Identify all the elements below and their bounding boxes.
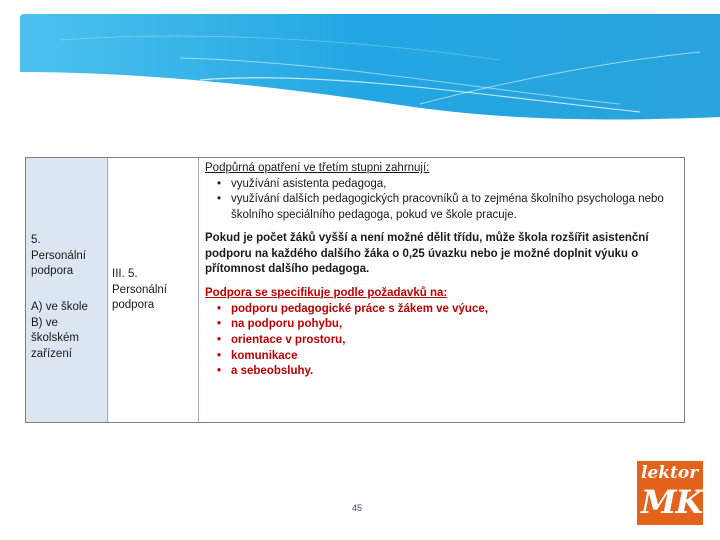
category-sub xyxy=(31,300,106,362)
list-item-text: komunikace xyxy=(231,349,298,362)
measures-list xyxy=(205,177,678,224)
logo-text-top: lektor xyxy=(641,463,699,483)
list-item xyxy=(205,192,678,223)
list-item xyxy=(205,333,678,349)
category-heading-line: 5. xyxy=(31,234,41,246)
specification-heading: Podpora se specifikuje podle požadavků na: xyxy=(205,286,448,299)
table-cell-level xyxy=(108,158,199,422)
table-cell-category xyxy=(26,158,108,422)
list-item-text: využívání dalších pedagogických pracovníků a to zejména školního psychologa nebo školního speciálního pedagoga, pokud ve škole pracuje. xyxy=(231,193,664,222)
category-sub-line: B) ve školském xyxy=(31,316,79,344)
table-cell-description xyxy=(199,158,684,422)
bullet-icon: • xyxy=(217,334,222,347)
logo-text-bottom: MK xyxy=(641,483,703,521)
level-line: podpora xyxy=(112,299,155,311)
category-sub-line: zařízení xyxy=(31,347,72,360)
bullet-icon: • xyxy=(217,349,222,362)
list-item-text: a sebeobsluhy. xyxy=(231,365,314,378)
category-heading-line: Personální xyxy=(31,249,86,262)
description-content xyxy=(205,161,678,380)
specification-list xyxy=(205,302,678,381)
category-sub-line: A) ve škole xyxy=(31,301,88,313)
list-item xyxy=(205,302,678,318)
level-line: Personální xyxy=(112,283,167,296)
list-item xyxy=(205,364,678,380)
level-line: III. 5. xyxy=(112,268,138,280)
list-item-text: na podporu pohybu, xyxy=(231,318,343,331)
bullet-icon: • xyxy=(217,193,222,206)
list-item-text: podporu pedagogické práce s žákem ve výuce, xyxy=(231,302,488,315)
header-banner xyxy=(0,0,720,130)
bullet-icon: • xyxy=(217,318,222,331)
bullet-icon: • xyxy=(217,177,222,190)
page-number: 45 xyxy=(352,503,363,513)
lektor-mk-logo xyxy=(637,461,703,525)
list-item xyxy=(205,177,678,193)
category-heading-line: podpora xyxy=(31,265,74,277)
bullet-icon: • xyxy=(217,302,222,315)
level-label xyxy=(112,267,192,314)
list-item-text: orientace v prostoru, xyxy=(231,334,346,347)
list-item xyxy=(205,317,678,333)
bullet-icon: • xyxy=(217,365,222,378)
pupil-count-paragraph: Pokud je počet žáků vyšší a není možné dělit třídu, může škola rozšířit asistenční podporu na každého dalšího žáka o 0,25 úvazku nebo je možné doplnit výuku o přítomnost dalšího pedagoga. xyxy=(205,231,649,276)
list-item-text: využívání asistenta pedagoga, xyxy=(231,177,387,190)
list-item xyxy=(205,349,678,365)
support-measures-table xyxy=(25,157,685,423)
measures-heading: Podpůrná opatření ve třetím stupni zahrnují: xyxy=(205,162,430,174)
category-heading xyxy=(31,233,106,280)
